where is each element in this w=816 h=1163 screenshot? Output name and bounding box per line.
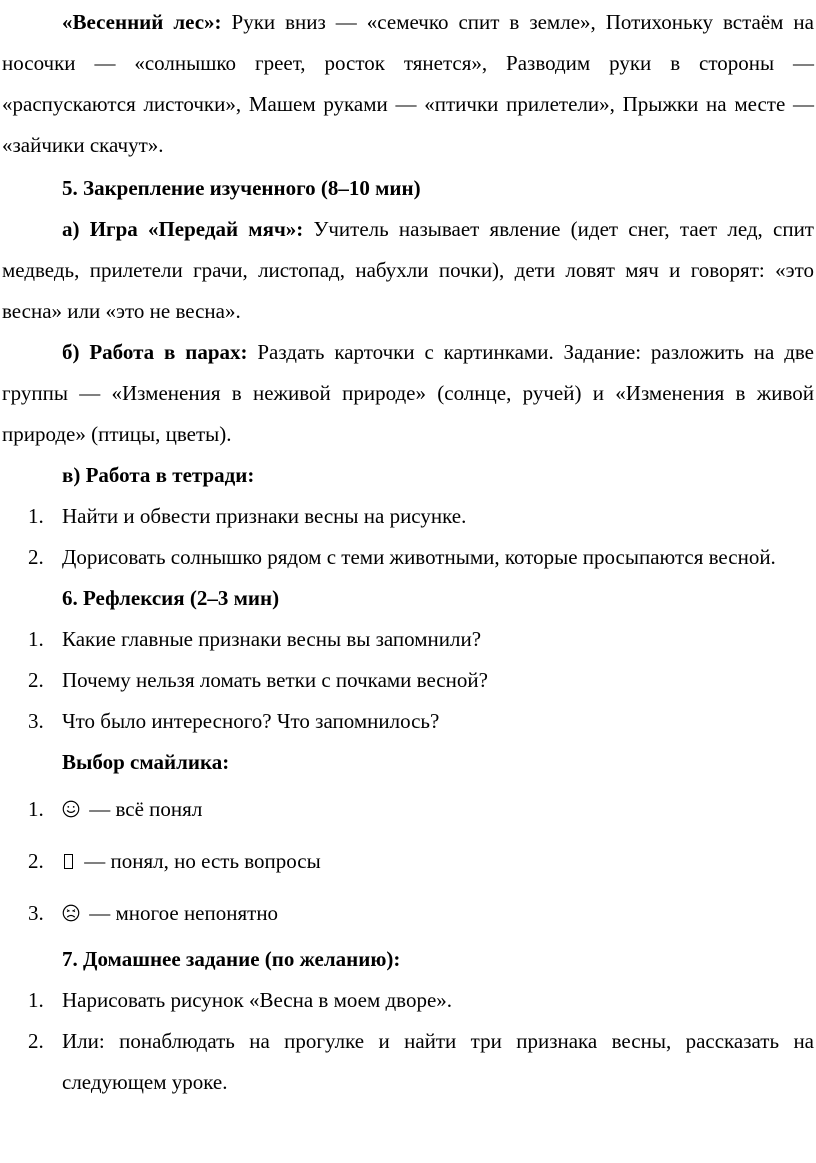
notebook-work-heading: в) Работа в тетради:: [62, 463, 255, 487]
homework-list: [2, 980, 814, 1103]
list-number: 2.: [28, 1029, 44, 1053]
list-item-text: Какие главные признаки весны вы запомнили?: [62, 627, 482, 651]
pair-work-paragraph: [2, 332, 814, 455]
section-7-heading: 7. Домашнее задание (по желанию):: [62, 947, 401, 971]
sad-face-icon: [62, 904, 80, 922]
section-5-heading: 5. Закрепление изученного (8–10 мин): [62, 176, 421, 200]
list-item: [2, 887, 814, 939]
smiley-list: [2, 783, 814, 939]
list-item-text: Найти и обвести признаки весны на рисунке.: [62, 504, 467, 528]
ball-game-text: Учитель называет явление (идет снег, тает лед, спит медведь, прилетели грачи, листопад, набухли почки), дети ловят мяч и говорят: «это весна» или «это не весна».: [2, 217, 814, 323]
forest-exercise-paragraph: [2, 2, 814, 166]
pair-work-label: б) Работа в парах:: [62, 340, 248, 364]
list-number: 2.: [28, 668, 44, 692]
list-item: [2, 660, 814, 701]
list-item-text: — многое непонятно: [84, 901, 279, 925]
list-number: 1.: [28, 627, 44, 651]
list-item: [2, 619, 814, 660]
reflection-question-list: [2, 619, 814, 742]
list-item: [2, 537, 814, 578]
list-item: [2, 783, 814, 835]
list-item: [2, 980, 814, 1021]
list-item-text: Нарисовать рисунок «Весна в моем дворе».: [62, 988, 453, 1012]
list-item-text: Или: понаблюдать на прогулке и найти три признака весны, рассказать на следующем уроке.: [62, 1029, 814, 1094]
forest-exercise-text: Руки вниз — «семечко спит в земле», Потихоньку встаём на носочки — «солнышко греет, росток тянется», Разводим руки в стороны — «распускаются листочки», Машем руками — «птички прилетели», Прыжки на месте — «зайчики скачут».: [2, 10, 814, 157]
list-number: 1.: [28, 797, 44, 821]
list-number: 3.: [28, 709, 44, 733]
smiley-choice-heading: Выбор смайлика:: [62, 750, 230, 774]
list-item-text: — понял, но есть вопросы: [79, 849, 321, 873]
list-number: 1.: [28, 504, 44, 528]
notebook-task-list: [2, 496, 814, 578]
list-number: 3.: [28, 901, 44, 925]
pair-work-text: Раздать карточки с картинками. Задание: разложить на две группы — «Изменения в неживой природе» (солнце, ручей) и «Изменения в живой природе» (птицы, цветы).: [2, 340, 815, 446]
list-item: [2, 701, 814, 742]
list-item-text: Почему нельзя ломать ветки с почками весной?: [62, 668, 488, 692]
list-number: 2.: [28, 545, 44, 569]
forest-exercise-label: «Весенний лес»:: [62, 10, 222, 34]
missing-glyph-box-icon: [64, 854, 73, 869]
section-6-heading: 6. Рефлексия (2–3 мин): [62, 586, 280, 610]
smiling-face-icon: [62, 800, 80, 818]
list-number: 2.: [28, 849, 44, 873]
list-item: [2, 1021, 814, 1103]
list-number: 1.: [28, 988, 44, 1012]
ball-game-paragraph: [2, 209, 814, 332]
list-item-text: Что было интересного? Что запомнилось?: [62, 709, 440, 733]
list-item-text: Дорисовать солнышко рядом с теми животными, которые просыпаются весной.: [62, 545, 776, 569]
ball-game-label: а) Игра «Передай мяч»:: [62, 217, 304, 241]
list-item: [2, 835, 814, 887]
list-item: [2, 496, 814, 537]
list-item-text: — всё понял: [84, 797, 203, 821]
